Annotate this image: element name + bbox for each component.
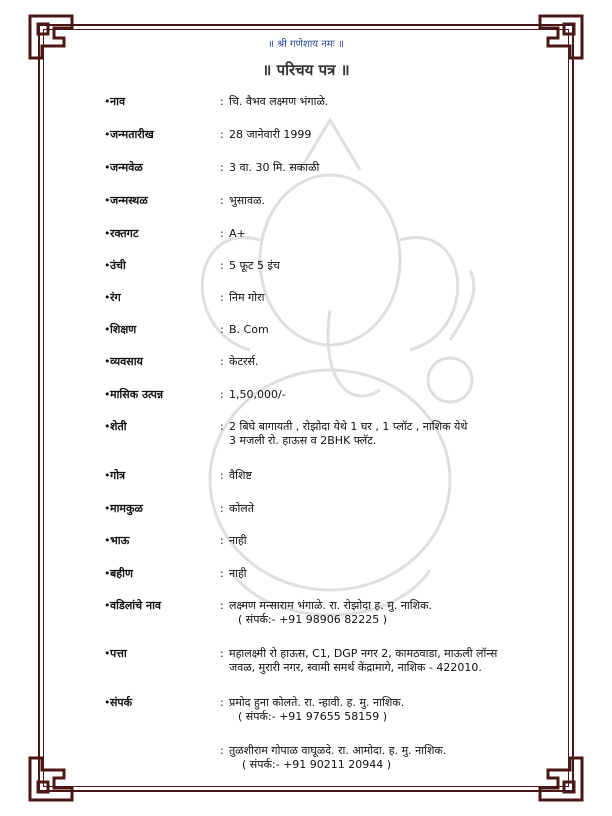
field-value: नाही: [229, 567, 247, 580]
bullet: •: [104, 259, 111, 272]
field-label: जन्मस्थळ: [110, 194, 148, 207]
field-label: रक्तगट: [110, 227, 139, 240]
bullet: •: [104, 95, 111, 108]
field-label: भाऊ: [110, 534, 130, 547]
field-value: निम गोरा: [229, 291, 265, 304]
field-value: लक्ष्मण मन्साराम भंगाळे. रा. रोझोदा ह. मु. नाशिक.: [229, 599, 433, 612]
field-label: जन्मतारीख: [110, 128, 154, 141]
field-label: शेती: [110, 420, 127, 433]
bullet: •: [104, 227, 111, 240]
field-label: जन्मवेळ: [110, 161, 143, 174]
colon: :: [220, 696, 224, 709]
field-label: मामकुळ: [110, 502, 143, 515]
field-value-line2: 3 मजली रो. हाऊस व 2BHK फ्लॅट.: [229, 434, 377, 447]
colon: :: [220, 259, 224, 272]
colon: :: [220, 128, 224, 141]
field-value-line2: ( संपर्क:- +91 98906 82225 ): [238, 613, 388, 626]
field-label: बहीण: [110, 567, 133, 580]
bullet: •: [104, 696, 111, 709]
field-label: पत्ता: [110, 647, 127, 660]
colon: :: [220, 355, 224, 368]
field-label: रंग: [110, 291, 121, 304]
field-value: 3 वा. 30 मि. सकाळी: [229, 161, 320, 174]
field-value-line2: ( संपर्क:- +91 90211 20944 ): [242, 758, 392, 771]
bullet: •: [104, 469, 111, 482]
field-value: महालक्ष्मी रो हाऊस, C1, DGP नगर 2, कामठवाडा, माऊली लॉन्स: [229, 647, 498, 660]
ganesha-icon: [150, 110, 510, 640]
field-value: तुळशीराम गोपाळ वाघूळदे. रा. आमोदा. ह. मु. नाशिक.: [229, 744, 447, 757]
colon: :: [220, 323, 224, 336]
colon: :: [220, 291, 224, 304]
field-value: 5 फूट 5 इंच: [229, 259, 280, 272]
field-label: वडिलांचे नाव: [110, 599, 162, 612]
field-value: 1,50,000/-: [229, 388, 286, 401]
bullet: •: [104, 502, 111, 515]
bullet: •: [104, 420, 111, 433]
field-label: उंची: [110, 259, 126, 272]
field-value: कोलते: [229, 502, 255, 515]
bullet: •: [104, 534, 111, 547]
colon: :: [220, 161, 224, 174]
field-label: गोत्र: [110, 469, 126, 482]
field-value: चि. वैभव लक्ष्मण भंगाळे.: [229, 95, 329, 108]
field-value: प्रमोद हुना कोलते. रा. न्हावी. ह. मु. नाशिक.: [229, 696, 405, 709]
colon: :: [220, 469, 224, 482]
bullet: •: [104, 567, 111, 580]
field-label: नाव: [110, 95, 126, 108]
colon: :: [220, 599, 224, 612]
field-value: भुसावळ.: [229, 194, 265, 207]
bullet: •: [104, 291, 111, 304]
field-value: नाही: [229, 534, 247, 547]
field-value: B. Com: [229, 323, 269, 336]
field-value-line2: ( संपर्क:- +91 97655 58159 ): [238, 710, 388, 723]
page-title: ॥ परिचय पत्र ॥: [262, 61, 350, 79]
colon: :: [220, 502, 224, 515]
bullet: •: [104, 161, 111, 174]
field-value-line2: जवळ, मुरारी नगर, स्वामी समर्थ केंद्रामागे, नाशिक - 422010.: [229, 661, 482, 674]
bullet: •: [104, 194, 111, 207]
field-value: 28 जानेवारी 1999: [229, 128, 312, 141]
bullet: •: [104, 128, 111, 141]
bullet: •: [104, 355, 111, 368]
colon: :: [220, 567, 224, 580]
field-label: मासिक उत्पन्न: [110, 388, 164, 401]
field-label: संपर्क: [110, 696, 133, 709]
colon: :: [220, 420, 224, 433]
colon: :: [220, 647, 224, 660]
bullet: •: [104, 599, 111, 612]
field-value: A+: [229, 227, 246, 240]
corner-ornament: [28, 756, 74, 802]
colon: :: [220, 95, 224, 108]
bullet: •: [104, 323, 111, 336]
bullet: •: [104, 647, 111, 660]
field-label: व्यवसाय: [110, 355, 143, 368]
field-value: केटरर्स.: [229, 355, 259, 368]
colon: :: [220, 227, 224, 240]
field-value: 2 बिघे बागायती , रोझोदा येथे 1 घर , 1 प्लॉट , नाशिक येथे: [229, 420, 468, 433]
colon: :: [220, 194, 224, 207]
colon: :: [220, 534, 224, 547]
colon: :: [220, 388, 224, 401]
invocation-text: ॥ श्री गणेशाय नमः ॥: [268, 39, 344, 50]
field-value: वैशिष्ट: [229, 469, 252, 482]
field-label: शिक्षण: [110, 323, 137, 336]
bullet: •: [104, 388, 111, 401]
colon: :: [220, 744, 224, 757]
